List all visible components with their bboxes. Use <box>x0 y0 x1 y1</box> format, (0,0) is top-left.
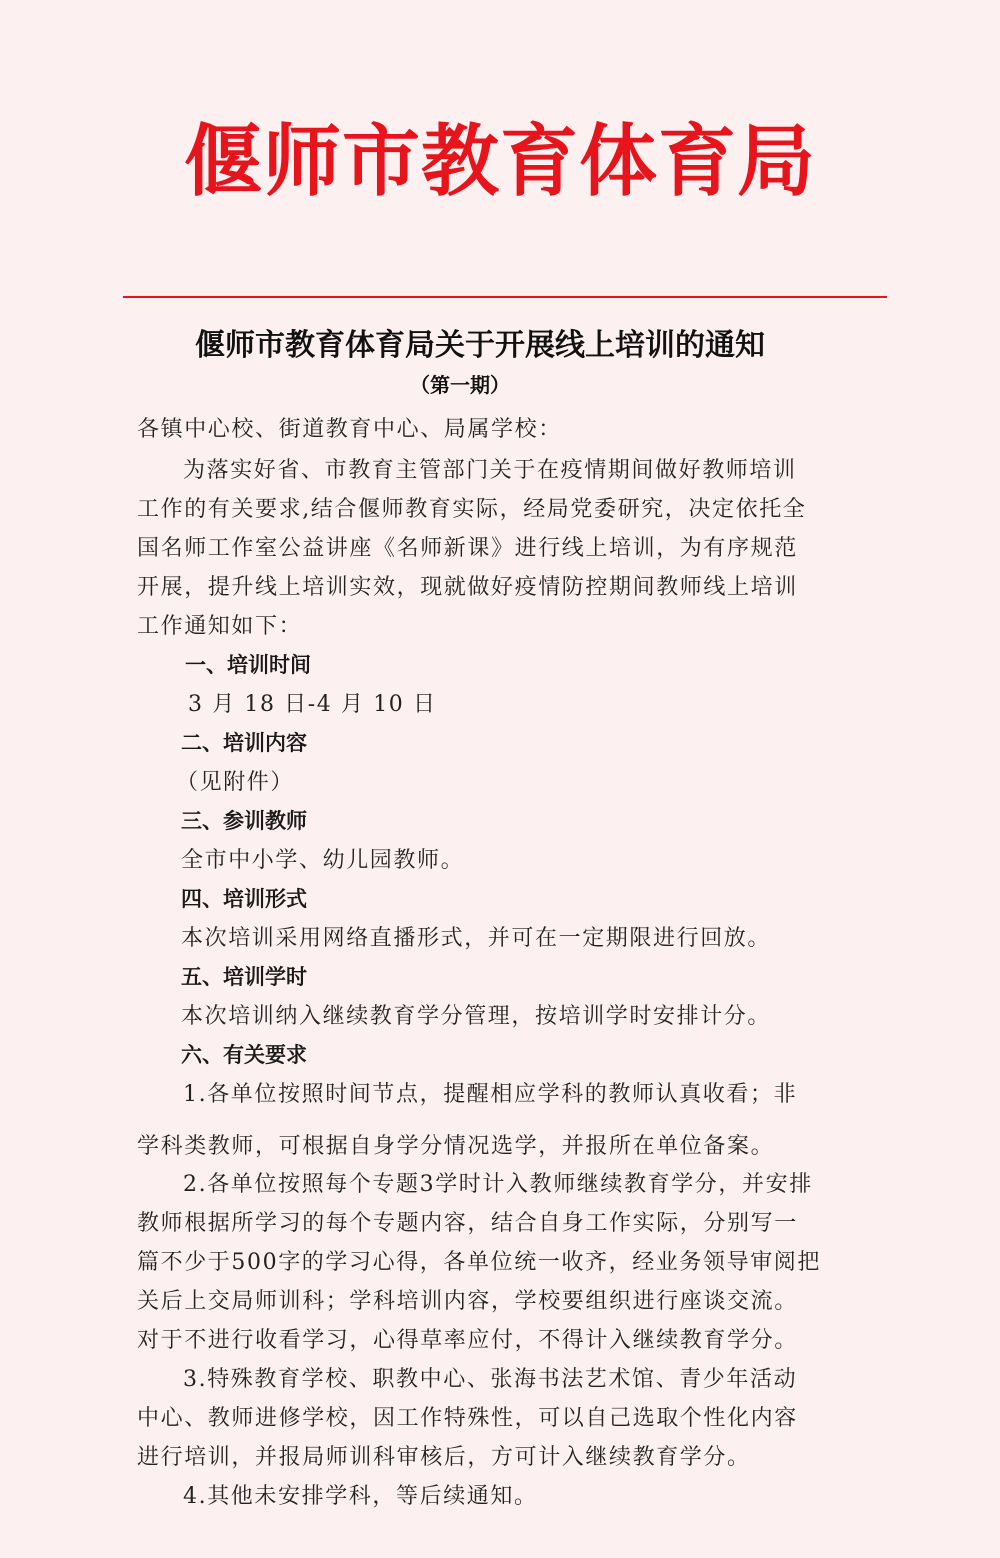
intro-line: 工作通知如下： <box>137 614 303 639</box>
red-divider-line <box>123 296 887 298</box>
section-content: （见附件） <box>176 770 295 795</box>
document-title: 偃师市教育体育局关于开展线上培训的通知 <box>195 328 765 363</box>
section-heading: 三、参训教师 <box>181 809 307 833</box>
requirement-line: 3.特殊教育学校、职教中心、张海书法艺术馆、青少年活动 <box>183 1367 798 1392</box>
section-content: 全市中小学、幼儿园教师。 <box>181 848 465 873</box>
salutation: 各镇中心校、街道教育中心、局属学校： <box>137 417 562 442</box>
requirement-line: 中心、教师进修学校，因工作特殊性，可以自己选取个性化内容 <box>137 1406 798 1431</box>
section-heading: 五、培训学时 <box>181 965 307 989</box>
intro-line: 工作的有关要求,结合偃师教育实际，经局党委研究，决定依托全 <box>137 497 807 522</box>
requirement-line: 对于不进行收看学习，心得草率应付，不得计入继续教育学分。 <box>137 1328 798 1353</box>
requirement-line: 篇不少于500字的学习心得，各单位统一收齐，经业务领导审阅把 <box>137 1250 821 1275</box>
requirement-line: 进行培训，并报局师训科审核后，方可计入继续教育学分。 <box>137 1445 751 1470</box>
section-heading: 二、培训内容 <box>181 731 307 755</box>
requirement-line: 4.其他未安排学科，等后续通知。 <box>183 1484 538 1509</box>
requirement-line: 学科类教师，可根据自身学分情况选学，并报所在单位备案。 <box>137 1134 775 1159</box>
intro-line: 国名师工作室公益讲座《名师新课》进行线上培训，为有序规范 <box>137 536 798 561</box>
intro-line: 为落实好省、市教育主管部门关于在疫情期间做好教师培训 <box>183 458 797 483</box>
requirement-line: 关后上交局师训科；学科培训内容，学校要组织进行座谈交流。 <box>137 1289 798 1314</box>
intro-line: 开展，提升线上培训实效，现就做好疫情防控期间教师线上培训 <box>137 575 798 600</box>
section-heading: 一、培训时间 <box>185 653 311 677</box>
section-heading: 六、有关要求 <box>181 1043 307 1067</box>
section-content: 本次培训采用网络直播形式，并可在一定期限进行回放。 <box>181 926 772 951</box>
section-content: 本次培训纳入继续教育学分管理，按培训学时安排计分。 <box>181 1004 772 1029</box>
section-heading: 四、培训形式 <box>181 887 307 911</box>
requirement-line: 2.各单位按照每个专题3学时计入教师继续教育学分，并安排 <box>183 1172 813 1197</box>
section-content: 3 月 18 日-4 月 10 日 <box>188 692 437 717</box>
requirement-line: 教师根据所学习的每个专题内容，结合自身工作实际，分别写一 <box>137 1211 798 1236</box>
requirement-line: 1.各单位按照时间节点，提醒相应学科的教师认真收看；非 <box>183 1082 798 1107</box>
document-issue: （第一期） <box>410 373 510 397</box>
masthead-title: 偃师市教育体育局 <box>183 117 816 207</box>
